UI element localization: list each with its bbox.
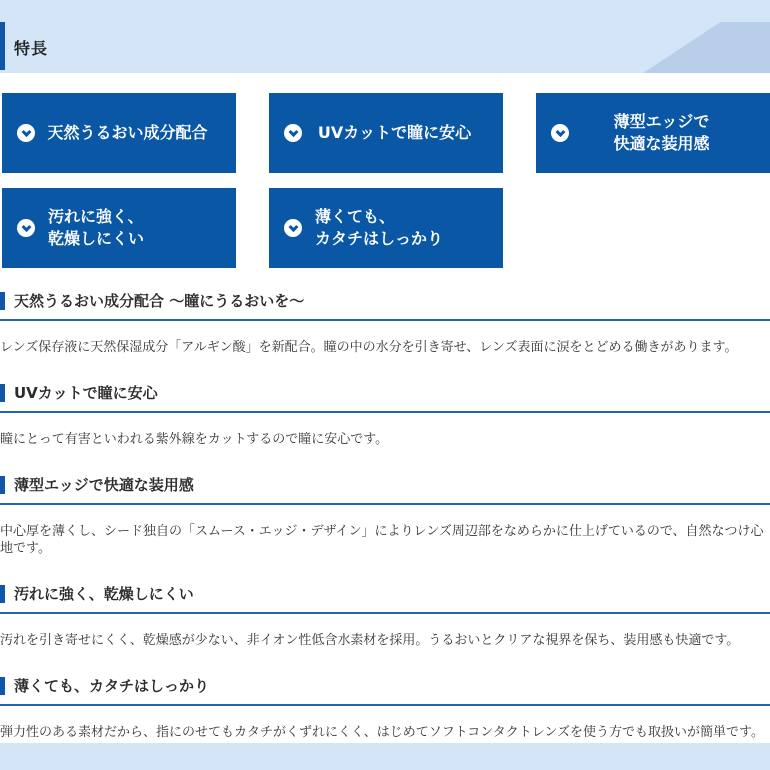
feature-card-label: 薄型エッジで 快適な装用感 [613,112,710,153]
section-body: レンズ保存液に天然保湿成分「アルギン酸」を新配合。瞳の中の水分を引き寄せ、レンズ表面に涙をとどめる働きがあります。 [0,340,738,355]
chevron-down-icon [17,219,35,237]
section-heading-row [0,474,770,505]
section-keeps-shape [0,675,770,741]
section-heading-row [0,382,770,413]
feature-card-thin-edge[interactable] [536,93,770,173]
section-body: 弾力性のある素材だから、指にのせてもカタチがくずれにくく、はじめてソフトコンタクトレンズを使う方でも取扱いが簡単です。 [0,725,764,740]
chevron-down-icon [17,124,35,142]
feature-card-label: UVカットで瞳に安心 [317,123,472,142]
feature-card-keeps-shape[interactable] [269,188,503,268]
header-accent-bar [0,22,5,70]
section-moisture [0,290,770,356]
feature-card-label: 汚れに強く、 乾燥しにくい [48,207,145,248]
feature-card-label: 天然うるおい成分配合 [47,123,208,142]
feature-card-uv-cut[interactable] [269,93,503,173]
section-stain-resistant [0,583,770,649]
chevron-down-icon [284,124,302,142]
section-body: 中心厚を薄くし、シード独自の「スムース・エッジ・デザイン」によりレンズ周辺部をなめらかに仕上げているので、自然なつけ心地です。 [0,524,764,556]
heading-accent-bar [0,677,5,695]
chevron-down-icon [284,219,302,237]
section-uv-cut [0,382,770,448]
section-heading: 薄型エッジで快適な装用感 [14,476,194,494]
feature-card-grid [2,93,770,268]
heading-accent-bar [0,585,5,603]
section-heading: UVカットで瞳に安心 [14,384,158,402]
section-body: 瞳にとって有害といわれる紫外線をカットするので瞳に安心です。 [0,432,389,447]
heading-accent-bar [0,384,5,402]
diagonal-accent-shape [643,22,770,73]
feature-card-stain-resistant[interactable] [2,188,236,268]
footer-band [0,743,770,770]
section-header-band [0,0,770,73]
feature-card-label: 薄くても、 カタチはしっかり [315,207,444,248]
chevron-down-icon [551,124,569,142]
feature-detail-sections [0,290,770,741]
heading-accent-bar [0,292,5,310]
section-thin-edge [0,474,770,557]
section-heading: 薄くても、カタチはしっかり [14,677,210,695]
section-heading-row [0,583,770,614]
section-heading-row [0,675,770,706]
section-heading: 汚れに強く、乾燥しにくい [14,585,194,603]
section-heading-row [0,290,770,321]
card-row-1 [2,93,770,173]
page-title: 特長 [14,39,49,58]
section-body: 汚れを引き寄せにくく、乾燥感が少ない、非イオン性低含水素材を採用。うるおいとクリアな視界を保ち、装用感も快適です。 [0,633,740,648]
feature-card-moisture[interactable] [2,93,236,173]
card-row-2 [2,188,770,268]
section-heading: 天然うるおい成分配合 ～瞳にうるおいを～ [14,292,305,310]
heading-accent-bar [0,476,5,494]
